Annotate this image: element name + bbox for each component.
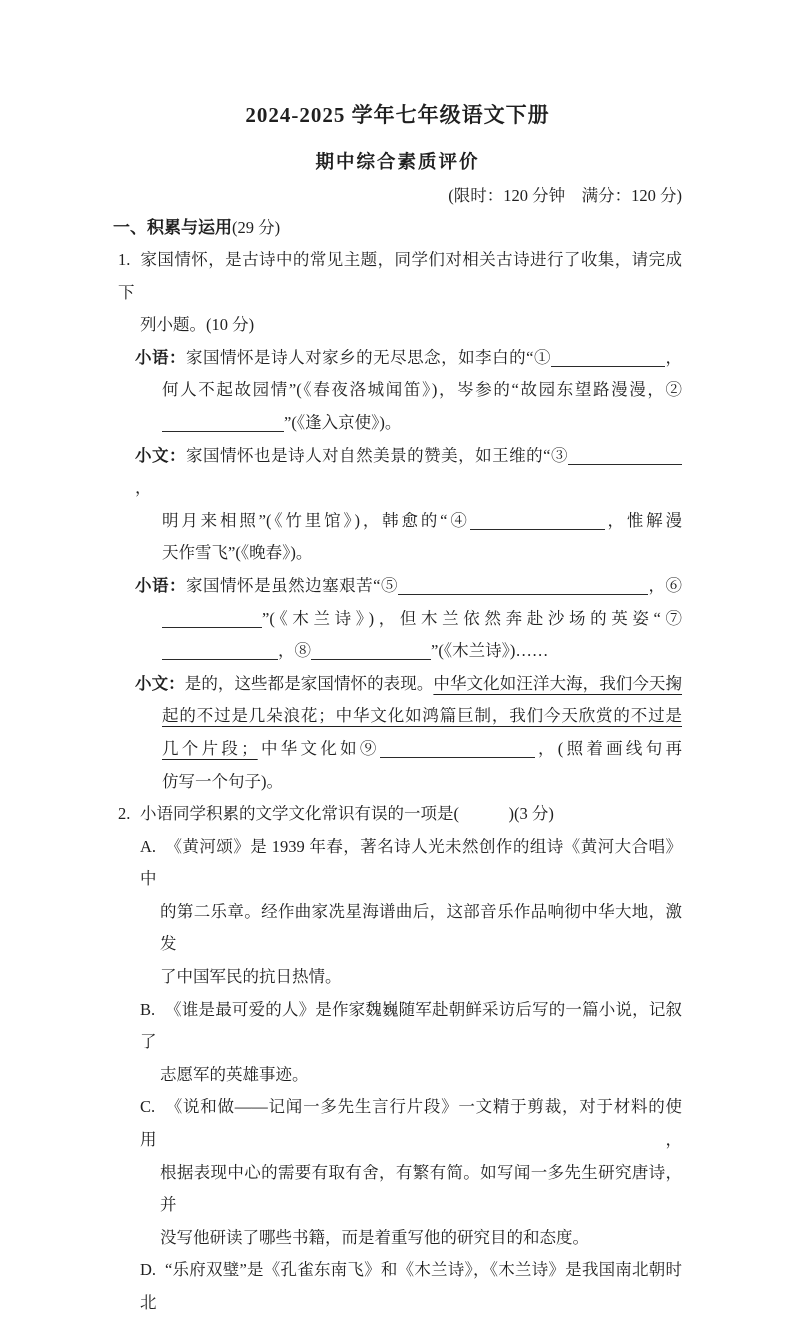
text-run: ，(照着画线句再 <box>534 738 683 758</box>
text-line <box>135 407 682 440</box>
text-line <box>140 1157 682 1222</box>
text-run: ， <box>665 347 683 367</box>
text-run: ，⑥ <box>647 575 683 595</box>
text-run: 家国情怀也是诗人对自然美景的赞美，如王维的“③ <box>186 445 569 465</box>
section-one-title: 一、积累与运用 <box>113 218 232 237</box>
text-run: 没写他研读了哪些书籍，而是着重写他的研究目的和态度。 <box>160 1227 589 1247</box>
text-run: 何人不起故园情”(《春夜洛城闻笛》)，岑参的“故园东望路漫漫，② <box>162 380 682 400</box>
q1-dialog-xiaowen-1 <box>135 440 682 570</box>
answer-blank <box>162 612 262 628</box>
speaker-label-xiaowen: 小文： <box>135 673 185 693</box>
text-run: ”(《木兰诗》)…… <box>431 641 549 661</box>
time-score-info: (限时：120 分钟 满分：120 分) <box>448 186 682 205</box>
text-line <box>135 603 682 636</box>
q2-option-c <box>140 1091 682 1254</box>
answer-blank <box>162 416 284 432</box>
underlined-text: 中华文化如汪洋大海，我们今天掬 <box>433 673 682 693</box>
text-run: 小语同学积累的文学文化常识有误的一项是( )(3 分) <box>140 804 554 824</box>
section-one-heading <box>113 212 682 244</box>
text-run: ，惟解漫 <box>604 510 683 530</box>
text-line <box>140 831 682 896</box>
text-run: 《黄河颂》是 1939 年春，著名诗人光未然创作的组诗《黄河大合唱》中 <box>140 836 682 889</box>
q1-dialog-xiaoyu-2 <box>135 570 682 668</box>
text-line <box>140 961 682 994</box>
text-line <box>140 1222 682 1255</box>
text-line <box>135 668 682 701</box>
q1-dialog-xiaowen-2 <box>135 668 682 798</box>
text-line <box>135 440 682 505</box>
text-line <box>135 635 682 668</box>
text-line <box>140 1254 682 1319</box>
text-run: 家国情怀，是古诗中的常见主题，同学们对相关古诗进行了收集，请完成下 <box>118 250 682 302</box>
text-run: 是的，这些都是家国情怀的表现。 <box>184 673 434 693</box>
q2-option-b <box>140 994 682 1092</box>
text-line <box>135 570 682 603</box>
text-line <box>135 733 682 766</box>
answer-blank <box>398 579 648 595</box>
text-run: ， <box>135 478 152 498</box>
question-1-number: 1. <box>118 250 131 269</box>
text-run: 《说和做——记闻一多先生言行片段》一文精于剪裁，对于材料的使用， <box>140 1097 682 1150</box>
answer-blank <box>470 514 605 530</box>
text-line <box>118 244 682 309</box>
option-c-letter: C. <box>140 1097 156 1117</box>
section-one-score: (29 分) <box>232 218 281 237</box>
text-run: ”(《逢入京使》)。 <box>284 412 402 432</box>
text-line <box>135 766 682 799</box>
answer-blank <box>311 644 431 660</box>
q1-dialog-xiaoyu-1 <box>135 342 682 440</box>
text-run: 家国情怀是诗人对家乡的无尽思念，如李白的“① <box>186 347 552 367</box>
text-line <box>118 798 682 831</box>
text-line <box>135 505 682 538</box>
answer-blank <box>380 742 535 758</box>
text-run: 志愿军的英雄事迹。 <box>160 1064 309 1084</box>
text-run: 中华文化如⑨ <box>257 738 380 758</box>
speaker-label-xiaoyu: 小语： <box>135 347 187 367</box>
text-run: “乐府双璧”是《孔雀东南飞》和《木兰诗》，《木兰诗》是我国南北朝时北 <box>140 1260 682 1312</box>
text-run: 天作雪飞”(《晚春》)。 <box>162 543 313 563</box>
text-line <box>135 537 682 570</box>
text-run: 根据表现中心的需要有取有舍，有繁有简。如写闻一多先生研究唐诗，并 <box>160 1162 682 1215</box>
speaker-label-xiaoyu: 小语： <box>135 575 187 595</box>
text-line <box>135 374 682 407</box>
q2-option-a <box>140 831 682 994</box>
text-run: 家国情怀是虽然边塞艰苦“⑤ <box>186 575 398 595</box>
text-line <box>135 700 682 733</box>
text-run: 明月来相照”(《竹里馆》)，韩愈的“④ <box>162 510 470 530</box>
question-2-number: 2. <box>118 804 131 824</box>
text-run: ”(《木兰诗》)，但木兰依然奔赴沙场的英姿“⑦ <box>262 608 682 628</box>
text-run: 《谁是最可爱的人》是作家魏巍随军赴朝鲜采访后写的一篇小说，记叙了 <box>140 999 682 1052</box>
option-a-letter: A. <box>140 836 157 856</box>
text-run: 的第二乐章。经作曲家冼星海谱曲后，这部音乐作品响彻中华大地，激发 <box>160 901 682 954</box>
underlined-text: 几个片段； <box>162 738 258 758</box>
text-run: 仿写一个句子)。 <box>162 771 283 791</box>
text-line <box>140 994 682 1059</box>
text-line <box>140 896 682 961</box>
text-run: 了中国军民的抗日热情。 <box>160 967 342 987</box>
exam-body <box>113 244 682 1320</box>
answer-blank <box>568 449 682 465</box>
text-line <box>140 1091 682 1156</box>
q2-option-d <box>140 1254 682 1319</box>
option-d-letter: D. <box>140 1260 157 1280</box>
question-1-stem <box>118 244 682 342</box>
text-line <box>140 1059 682 1092</box>
exam-title: 2024-2025 学年七年级语文下册 <box>245 103 550 127</box>
text-run: ，⑧ <box>278 641 311 661</box>
underlined-text: 起的不过是几朵浪花；中华文化如鸿篇巨制，我们今天欣赏的不过是 <box>162 706 682 726</box>
option-b-letter: B. <box>140 999 156 1019</box>
text-line <box>118 309 682 342</box>
text-line <box>135 342 682 375</box>
answer-blank <box>162 644 278 660</box>
question-2-stem <box>118 798 682 831</box>
exam-subtitle: 期中综合素质评价 <box>315 153 480 173</box>
answer-blank <box>551 351 665 367</box>
speaker-label-xiaowen: 小文： <box>135 445 187 465</box>
text-run: 列小题。(10 分) <box>140 315 255 335</box>
